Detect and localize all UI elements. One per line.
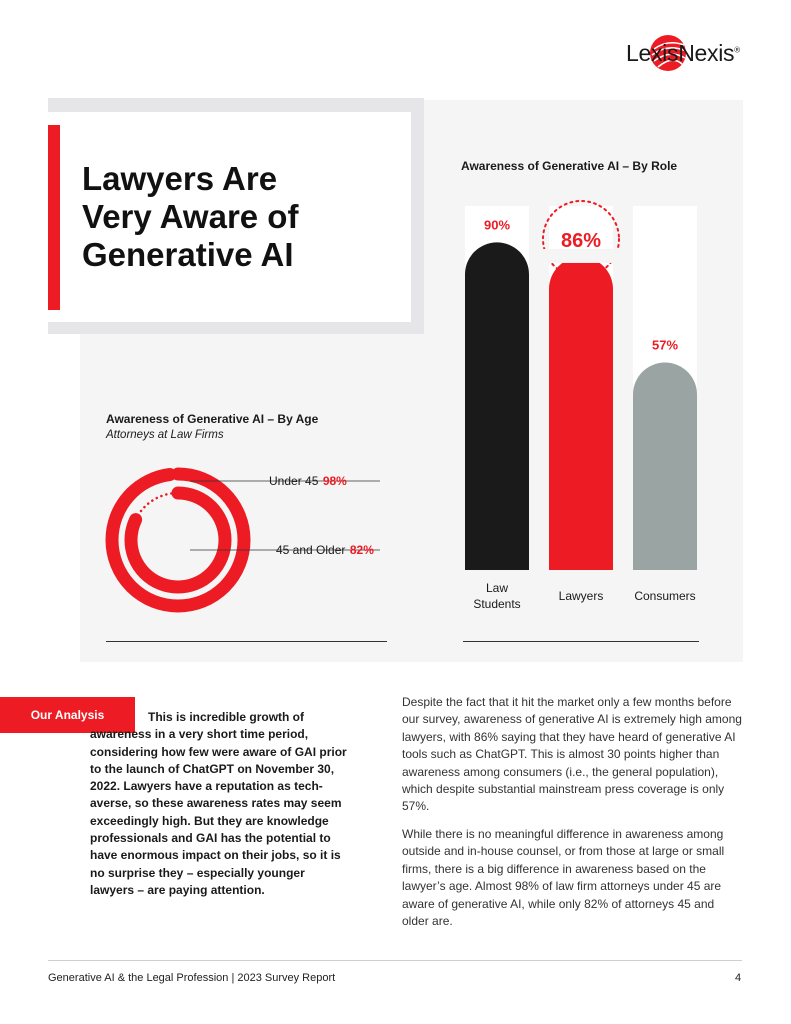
bar-category-label: Consumers xyxy=(634,589,696,603)
legend-under-45-value: 98% xyxy=(322,474,347,488)
role-chart-title: Awareness of Generative AI – By Role xyxy=(461,159,678,173)
age-chart-subtitle: Attorneys at Law Firms xyxy=(106,429,224,441)
footer-rule xyxy=(48,960,742,961)
analysis-text: This is incredible growth of awareness in a very short time period, considering how few were aware of GAI prior to the launch of ChatGPT on November 30, 2022. Lawyers have a reputation as tech-averse, so these awareness rates may seem exceedingly high. But they are knowledge professionals and GAI has the potential to have enormous impact on their jobs, so it is no surprise they – especially younger lawyers – are paying attention. xyxy=(90,710,347,897)
bar-lawyers xyxy=(549,257,613,570)
bar-value-label: 90% xyxy=(483,217,511,233)
legend-45-older xyxy=(276,541,374,559)
role-chart-rule xyxy=(463,641,699,642)
age-chart-title: Awareness of Generative AI – By Age xyxy=(106,412,319,426)
legend-under-45 xyxy=(269,472,347,490)
legend-45-older-value: 82% xyxy=(349,543,374,557)
legend-45-older-label: 45 and Older xyxy=(276,543,346,557)
age-chart-rule xyxy=(106,641,387,642)
title-accent-bar xyxy=(48,125,60,310)
analysis-label: Our Analysis xyxy=(30,708,105,722)
bar-value-label: 86% xyxy=(560,229,602,252)
bar-consumers xyxy=(633,363,697,570)
body-paragraph-1: Despite the fact that it hit the market only a few months before our survey, awareness of generative AI is extremely high among lawyers, with 86% saying that they have heard of generative AI tools such as ChatGPT. This is almost 30 points higher than awareness among consumers (i.e., the general population), which despite substantial mainstream press coverage is only 57%. xyxy=(402,695,742,814)
bar-category-label: Law xyxy=(485,581,509,595)
page-title xyxy=(82,160,298,274)
bar-category-label: Students xyxy=(473,597,521,611)
body-paragraph-2: While there is no meaningful difference in awareness among outside and in-house counsel, or from those at large or small firms, there is a big difference in awareness based on the lawyer’s age. Almost 98% of law firm attorneys under 45 are aware of generative AI, while only 82% of attorneys 45 and older are. xyxy=(402,827,725,929)
bar-value-label: 57% xyxy=(651,337,679,353)
bar-law-students xyxy=(465,242,529,570)
role-bar-chart xyxy=(440,190,730,620)
bar-category-label: Lawyers xyxy=(558,589,604,603)
page-number: 4 xyxy=(735,972,742,984)
footer-title: Generative AI & the Legal Profession | 2023 Survey Report xyxy=(48,972,336,984)
page-title-line: Lawyers Are xyxy=(82,160,278,197)
legend-under-45-label: Under 45 xyxy=(269,474,319,488)
page-title-line: Generative AI xyxy=(82,236,294,273)
brand-name: LexisNexis® xyxy=(626,40,740,66)
page-title-line: Very Aware of xyxy=(82,198,299,235)
